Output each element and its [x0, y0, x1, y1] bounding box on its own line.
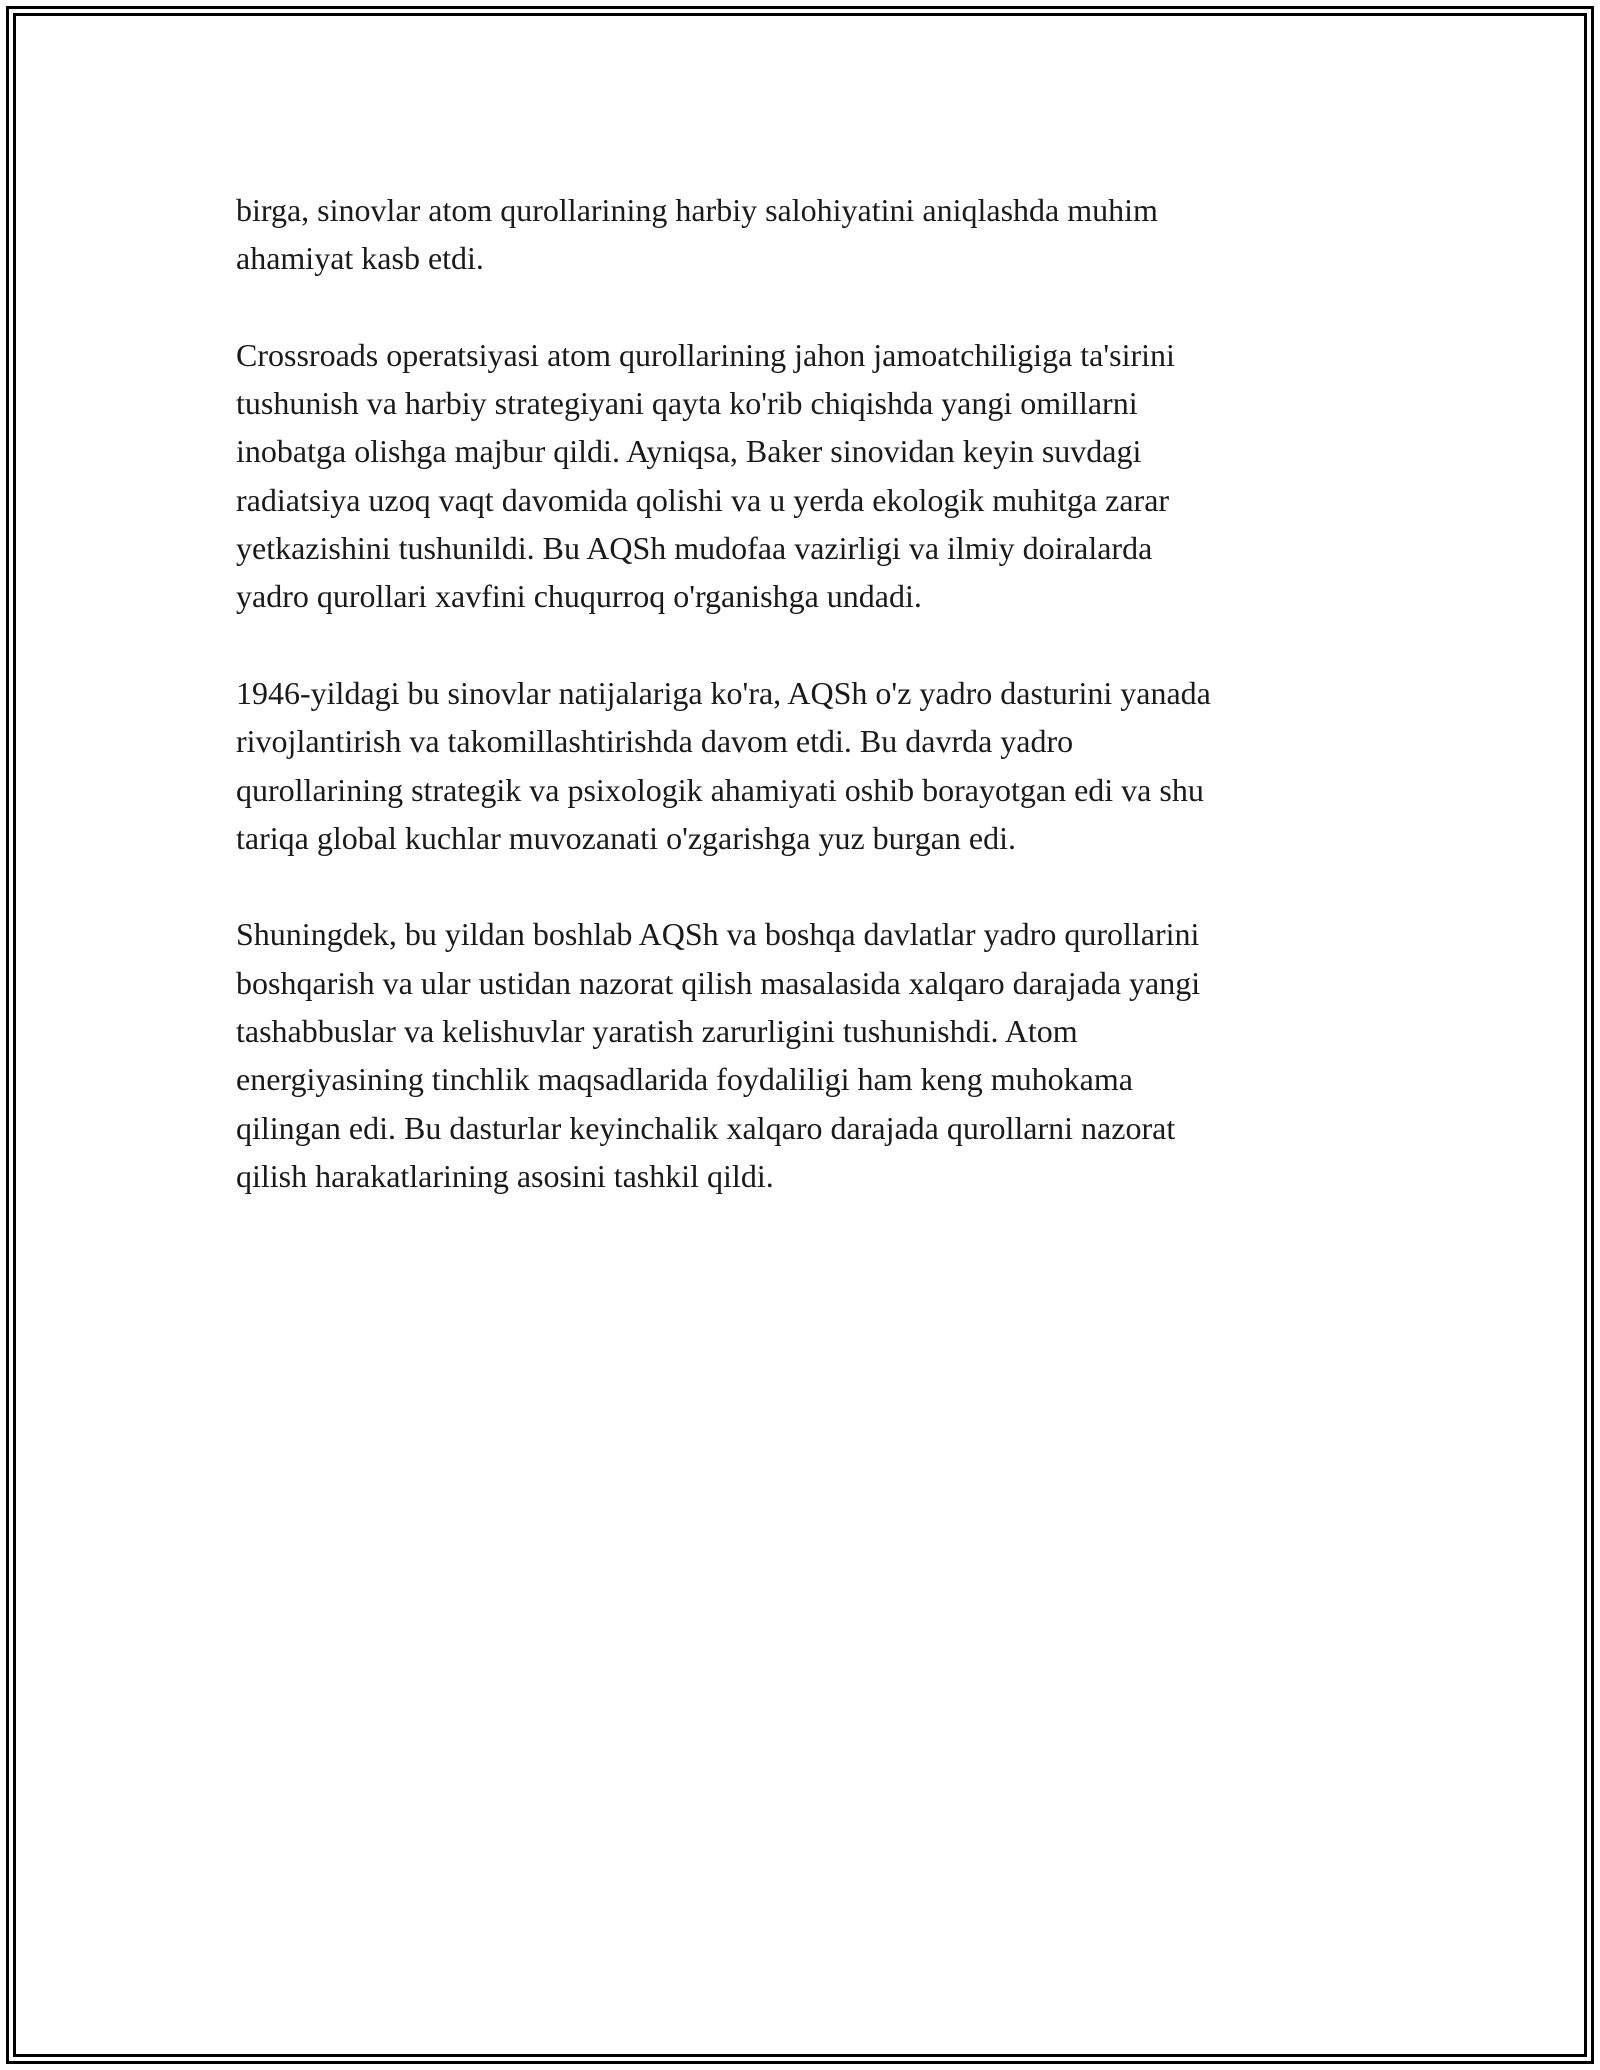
text-line: qurollarining strategik va psixologik ahamiyati oshib borayotgan edi va shu — [236, 771, 1204, 808]
text-line: inobatga olishga majbur qildi. Ayniqsa, Baker sinovidan keyin suvdagi — [236, 433, 1142, 470]
text-line: qilingan edi. Bu dasturlar keyinchalik xalqaro darajada qurollarni nazorat — [236, 1109, 1176, 1146]
text-line: birga, sinovlar atom qurollarining harbiy salohiyatini aniqlashda muhim — [236, 192, 1158, 228]
paragraph-2 — [236, 331, 1396, 621]
text-line: tashabbuslar va kelishuvlar yaratish zarurligini tushunishdi. Atom — [236, 1013, 1078, 1050]
paragraph-1 — [236, 186, 1396, 283]
text-line: boshqarish va ular ustidan nazorat qilish masalasida xalqaro darajada yangi — [236, 964, 1201, 1001]
paragraph-3 — [236, 669, 1396, 862]
text-line: tariqa global kuchlar muvozanati o'zgarishga yuz burgan edi. — [236, 819, 1017, 856]
text-line: Crossroads operatsiyasi atom qurollarining jahon jamoatchiligiga ta'sirini — [236, 336, 1175, 373]
text-line: radiatsiya uzoq vaqt davomida qolishi va u yerda ekologik muhitga zarar — [236, 481, 1170, 518]
text-line: tushunish va harbiy strategiyani qayta ko'rib chiqishda yangi omillarni — [236, 385, 1138, 422]
text-line: energiyasining tinchlik maqsadlarida foydaliligi ham keng muhokama — [236, 1061, 1133, 1098]
text-line: rivojlantirish va takomillashtirishda davom etdi. Bu davrda yadro — [236, 723, 1074, 760]
text-line: ahamiyat kasb etdi. — [236, 240, 484, 277]
text-line: 1946-yildagi bu sinovlar natijalariga ko'ra, AQSh o'z yadro dasturini yanada — [236, 674, 1211, 711]
paragraph-4 — [236, 910, 1396, 1200]
text-line: yetkazishini tushunildi. Bu AQSh mudofaa vazirligi va ilmiy doiralarda — [236, 530, 1153, 567]
document-body — [236, 186, 1396, 1249]
text-line: qilish harakatlarining asosini tashkil qildi. — [236, 1157, 774, 1194]
text-line: yadro qurollari xavfini chuqurroq o'rganishga undadi. — [236, 578, 922, 615]
text-line: Shuningdek, bu yildan boshlab AQSh va boshqa davlatlar yadro qurollarini — [236, 916, 1200, 953]
